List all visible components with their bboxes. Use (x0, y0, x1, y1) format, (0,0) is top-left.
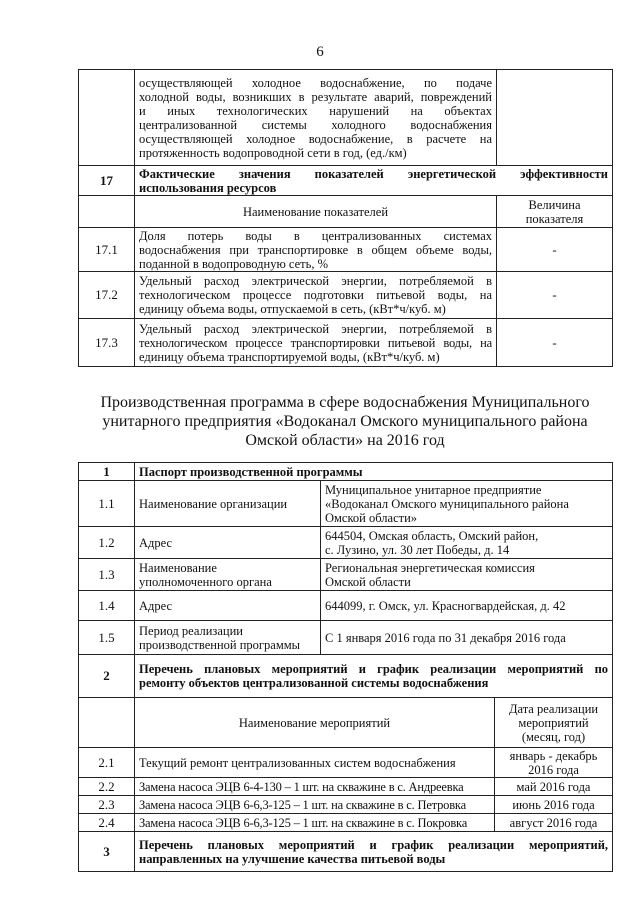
indicators-table (78, 69, 613, 367)
text-line: Перечень плановых мероприятий и график реализации мероприятий, (139, 837, 609, 852)
table-row (79, 272, 613, 319)
text-line: 2016 года (528, 762, 579, 777)
section-title (135, 166, 613, 196)
page-number: 6 (316, 44, 324, 60)
table-row (79, 814, 613, 832)
text-line: уполномоченного органа (139, 574, 272, 589)
section-number: 2 (79, 655, 135, 698)
text-line: водоснабжения при транспортировке в общем объеме воды, (139, 242, 492, 257)
text-line: и иных технологических нарушений на объектах (139, 103, 492, 118)
table-row (79, 481, 613, 527)
event-name: Замена насоса ЭЦВ 6-4-130 – 1 шт. на скважине в с. Андреевка (135, 778, 495, 796)
program-heading (78, 393, 612, 450)
text-line: направленных на улучшение качества питьевой воды (139, 851, 446, 866)
passport-value: 644099, г. Омск, ул. Красногвардейская, д. 42 (321, 591, 613, 621)
section-title (135, 655, 613, 698)
table-row (79, 778, 613, 796)
section-number: 1 (79, 463, 135, 481)
table-row (79, 796, 613, 814)
section-number: 17 (79, 166, 135, 196)
text-line: поданной в водопроводную сеть, % (139, 256, 329, 271)
section-row (79, 166, 613, 196)
text-line: Доля потерь воды в централизованных системах (139, 228, 492, 243)
text-line: протяженность водопроводной сети в год, (ед./км) (139, 145, 407, 160)
text-line: Муниципальное унитарное предприятие (325, 482, 542, 497)
text-line: Период реализации (139, 623, 243, 638)
section-number: 3 (79, 832, 135, 872)
row-number: 2.1 (79, 748, 135, 778)
text-line: январь - декабрь (509, 748, 598, 763)
text-line: Наименование (139, 560, 217, 575)
event-name: Замена насоса ЭЦВ 6-6,3-125 – 1 шт. на скважине в с. Покровка (135, 814, 495, 832)
text-line: «Водоканал Омского муниципального района (325, 496, 569, 511)
table-row (79, 527, 613, 559)
event-date (495, 748, 613, 778)
indicator-name-cell (135, 319, 497, 367)
text-line: Дата реализации (508, 701, 599, 716)
text-line: технологическом процессе транспортировки питьевой воды, на (139, 335, 492, 350)
row-number: 2.2 (79, 778, 135, 796)
passport-value: С 1 января 2016 года по 31 декабря 2016 года (321, 621, 613, 655)
table-row (79, 621, 613, 655)
text-line: технологическом процессе подготовки питьевой воды, на (139, 288, 492, 302)
indicator-value: - (497, 319, 613, 367)
indicator-name-cell (135, 70, 497, 166)
row-number: 17.2 (79, 272, 135, 319)
text-line: Региональная энергетическая комиссия (325, 560, 535, 575)
header-event-name: Наименование мероприятий (135, 698, 495, 748)
table-header-row (79, 196, 613, 228)
row-number: 1.2 (79, 527, 135, 559)
text-line: Омской области» (325, 510, 418, 525)
text-line: единицу объема транспортируемой воды, (кВт*ч/куб. м) (139, 349, 440, 364)
indicator-name-cell (135, 228, 497, 272)
table-row (79, 319, 613, 367)
header-event-date (495, 698, 613, 748)
text-line: осуществляющей холодное водоснабжение, в расчете на (139, 131, 492, 146)
passport-label: Адрес (135, 527, 321, 559)
section-row (79, 463, 613, 481)
row-number: 1.3 (79, 559, 135, 591)
table-row (79, 228, 613, 272)
event-date: июнь 2016 года (495, 796, 613, 814)
text-line: Перечень плановых мероприятий и график реализации мероприятий по (139, 662, 609, 676)
text-line: с. Лузино, ул. 30 лет Победы, д. 14 (325, 542, 510, 557)
text-line: Омской области (325, 574, 411, 589)
row-number: 17.3 (79, 319, 135, 367)
text-line: Удельный расход электрической энергии, потребляемой в (139, 274, 492, 288)
event-date: август 2016 года (495, 814, 613, 832)
event-name: Замена насоса ЭЦВ 6-6,3-125 – 1 шт. на скважине в с. Петровка (135, 796, 495, 814)
section-title (135, 832, 613, 872)
text-line: единицу объема воды, отпускаемой в сеть, (кВт*ч/куб. м) (139, 302, 446, 316)
table-header-row (79, 698, 613, 748)
section-row (79, 655, 613, 698)
indicator-name-cell (135, 272, 497, 319)
text-line: Удельный расход электрической энергии, потребляемой в (139, 321, 492, 336)
program-table (78, 462, 613, 872)
row-number: 17.1 (79, 228, 135, 272)
text-line: Фактические значения показателей энергетической эффективности (139, 166, 608, 181)
text-line: мероприятий (518, 715, 589, 730)
row-number: 1.4 (79, 591, 135, 621)
text-line: 644504, Омская область, Омский район, (325, 528, 539, 543)
section-row (79, 832, 613, 872)
indicator-value-cell (497, 70, 613, 166)
passport-value (321, 527, 613, 559)
indicator-value: - (497, 272, 613, 319)
heading-line: унитарного предприятия «Водоканал Омского муниципального района (102, 413, 588, 430)
row-number: 2.3 (79, 796, 135, 814)
text-line: холодной воды, возникших в результате аварий, повреждений (139, 89, 492, 104)
passport-label (135, 621, 321, 655)
indicator-value: - (497, 228, 613, 272)
header-number-cell (79, 698, 135, 748)
text-line: производственной программы (139, 637, 301, 652)
header-name: Наименование показателей (135, 196, 497, 228)
passport-value (321, 559, 613, 591)
text-line: использования ресурсов (139, 180, 277, 195)
heading-line: Производственная программа в сфере водоснабжения Муниципального (100, 394, 590, 411)
event-date: май 2016 года (495, 778, 613, 796)
text-line: централизованной системы холодного водоснабжения (139, 117, 492, 132)
passport-value (321, 481, 613, 527)
text-line: (месяц, год) (521, 729, 586, 744)
table-row (79, 591, 613, 621)
heading-line: Омской области» на 2016 год (245, 432, 445, 449)
text-line: ремонту объектов централизованной системы водоснабжения (139, 676, 489, 690)
row-number: 2.4 (79, 814, 135, 832)
section-title: Паспорт производственной программы (135, 463, 613, 481)
text-line: осуществляющей холодное водоснабжение, по подаче (139, 75, 492, 90)
passport-label (135, 559, 321, 591)
row-number-cell (79, 70, 135, 166)
row-number: 1.5 (79, 621, 135, 655)
table-row (79, 70, 613, 166)
event-name: Текущий ремонт централизованных систем водоснабжения (135, 748, 495, 778)
header-value: Величина показателя (497, 196, 613, 228)
passport-label: Наименование организации (135, 481, 321, 527)
table-row (79, 748, 613, 778)
passport-label: Адрес (135, 591, 321, 621)
table-row (79, 559, 613, 591)
row-number: 1.1 (79, 481, 135, 527)
header-number-cell (79, 196, 135, 228)
